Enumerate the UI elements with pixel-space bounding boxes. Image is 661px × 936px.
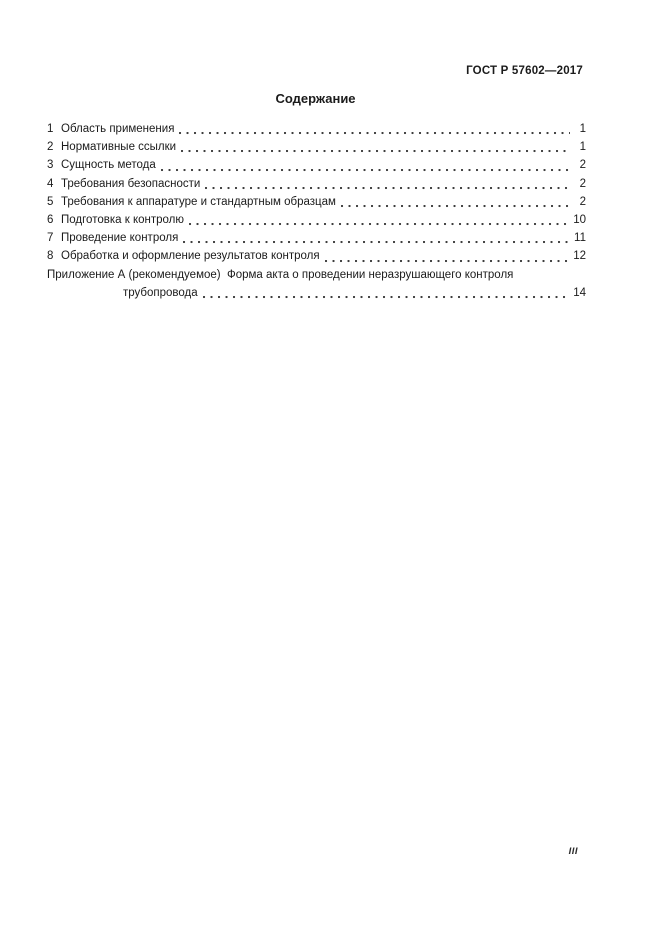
toc-entry-page: 2 [579, 195, 586, 208]
toc-appendix-continuation-label: трубопровода [123, 286, 198, 299]
dot-leader [189, 211, 569, 229]
toc-entry [47, 175, 586, 193]
toc-entry-page: 10 [573, 213, 586, 226]
toc-entry-label: Нормативные ссылки [61, 141, 177, 154]
dot-leader [325, 247, 570, 265]
toc-appendix-continuation [47, 284, 586, 302]
toc-entry-number: 7 [47, 232, 54, 245]
doc-number: ГОСТ Р 57602—2017 [466, 65, 583, 77]
folio-page-number: III [568, 846, 578, 857]
dot-leader [161, 156, 570, 174]
toc-title: Содержание [275, 91, 356, 106]
dot-leader [205, 175, 570, 193]
toc-entry [47, 247, 586, 265]
toc-entry-page: 2 [579, 159, 586, 172]
toc-entry-number: 5 [47, 195, 54, 208]
toc-entry-page: 1 [579, 123, 586, 135]
toc-entry [47, 120, 586, 138]
toc-entry-number: 2 [47, 141, 54, 154]
toc-entry-label: Требования безопасности [61, 177, 201, 190]
dot-leader [341, 193, 570, 211]
toc-entry-number: 3 [47, 159, 54, 172]
toc-entry [47, 156, 586, 174]
toc-appendix-page: 14 [573, 286, 586, 299]
toc-entry-label: Область применения [61, 123, 175, 135]
toc-entry-label: Сущность метода [61, 159, 156, 172]
toc-entry-page: 2 [579, 177, 586, 190]
toc-entry-number: 4 [47, 177, 54, 190]
toc-entry-label: Обработка и оформление результатов контроля [61, 250, 320, 263]
toc-entry-page: 11 [574, 232, 586, 245]
toc-entry-number: 8 [47, 250, 54, 263]
toc-entry-label: Требования к аппаратуре и стандартным образцам [61, 195, 336, 208]
dot-leader [179, 120, 570, 138]
toc-entry-label: Подготовка к контролю [61, 213, 184, 226]
toc-entry [47, 229, 586, 247]
toc-list [47, 120, 586, 302]
toc-entry [47, 193, 586, 211]
toc-entry [47, 211, 586, 229]
dot-leader [203, 284, 570, 302]
toc-entry-page: 1 [579, 141, 586, 154]
toc-entry-number: 6 [47, 213, 54, 226]
dot-leader [183, 229, 570, 247]
toc-appendix-line1: Приложение А (рекомендуемое) Форма акта о проведении неразрушающего контроля [47, 268, 514, 281]
dot-leader [181, 138, 570, 156]
toc-entry [47, 138, 586, 156]
toc-entry-number: 1 [47, 123, 54, 135]
toc-entry-label: Проведение контроля [61, 232, 179, 245]
toc-entry-page: 12 [573, 250, 586, 263]
